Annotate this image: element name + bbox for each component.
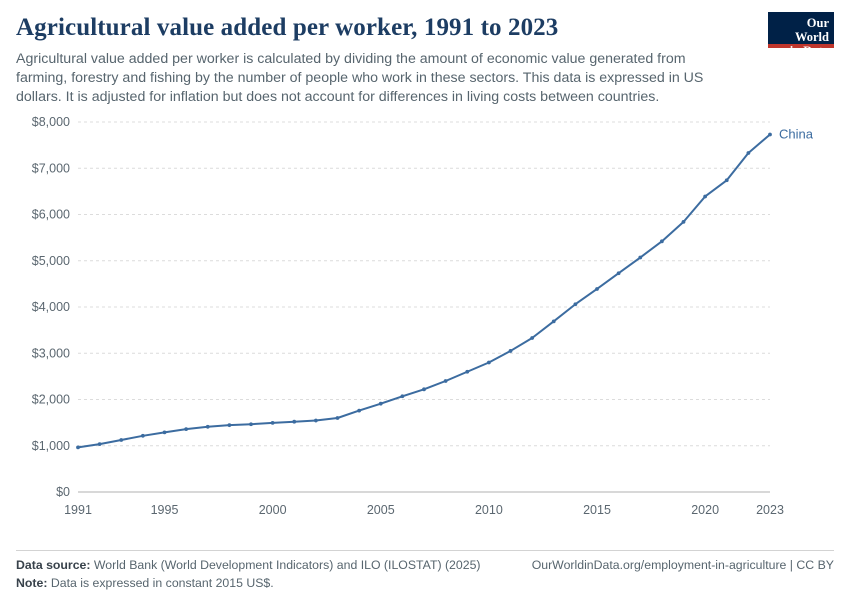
y-tick-label: $3,000 [31,346,70,361]
data-point [703,195,707,199]
logo-line-2: in Data [789,44,829,58]
y-tick-label: $1,000 [31,438,70,453]
footer-link[interactable]: OurWorldinData.org/employment-in-agriculture | CC BY [531,558,834,572]
x-tick-label: 1991 [64,503,92,517]
logo-line-1: Our World [794,16,829,44]
x-tick-label: 2015 [583,503,611,517]
data-point [141,434,145,438]
y-tick-label: $5,000 [31,253,70,268]
footer-source-row [16,550,834,572]
data-point [184,427,188,431]
data-point [76,445,80,449]
data-point [357,409,361,413]
data-point [509,349,513,353]
data-point [400,394,404,398]
y-tick-label: $4,000 [31,300,70,314]
data-point [465,370,469,374]
page-subtitle: Agricultural value added per worker is calculated by dividing the amount of economic value generated from farming, forestry and fishing by the number of people who work in these sectors. This data is expressed in US dollars. It is adjusted for inflation but does not account for differences in living costs between countries. [16,51,704,105]
data-point [227,423,231,427]
x-tick-label: 1995 [150,503,179,517]
y-tick-label: $6,000 [31,207,70,222]
data-point [530,336,534,340]
line-chart[interactable] [16,112,834,532]
x-tick-label: 2000 [258,503,287,517]
data-point [163,430,167,434]
data-point [336,416,340,420]
x-tick-label: 2010 [474,503,503,517]
y-tick-label: $7,000 [31,161,70,176]
y-axis-tick-labels [32,115,70,499]
data-point [638,256,642,260]
data-point [379,402,383,406]
series-lines [76,133,772,450]
footer-note [16,576,834,590]
x-tick-label: 2005 [366,503,395,517]
source-text: World Bank (World Development Indicators) and ILO (ILOSTAT) (2025) [93,558,481,572]
data-point [271,421,275,425]
data-point [119,438,123,442]
data-point [444,379,448,383]
chart-svg [16,112,834,532]
y-tick-label: $8,000 [31,115,70,129]
series-end-labels [779,126,814,141]
data-point [682,220,686,224]
data-point [768,133,772,137]
data-point [487,361,491,365]
gridlines [78,122,770,492]
data-point [206,425,210,429]
chart-footer [16,550,834,590]
note-text: Data is expressed in constant 2015 US$. [50,576,274,590]
note-label: Note: [16,576,48,590]
data-point [314,419,318,423]
data-point [725,178,729,182]
data-point [422,387,426,391]
page-title: Agricultural value added per worker, 1991 to 2023 [16,14,559,41]
x-axis-tick-labels [64,503,784,517]
data-point [552,319,556,323]
data-point [292,420,296,424]
data-point [249,422,253,426]
x-tick-label: 2020 [691,503,720,517]
y-tick-label: $2,000 [31,392,70,407]
data-point [595,287,599,291]
series-label-china[interactable]: China [779,126,813,142]
our-world-in-data-logo[interactable] [768,12,834,58]
source-label: Data source: [16,558,91,572]
data-point [617,271,621,275]
x-tick-label: 2023 [756,503,784,517]
series-line [78,134,770,447]
data-point [746,151,750,155]
data-point [660,239,664,243]
data-point [98,442,102,446]
data-point [573,302,577,306]
footer-source [16,558,481,572]
y-tick-label: $0 [56,485,70,499]
